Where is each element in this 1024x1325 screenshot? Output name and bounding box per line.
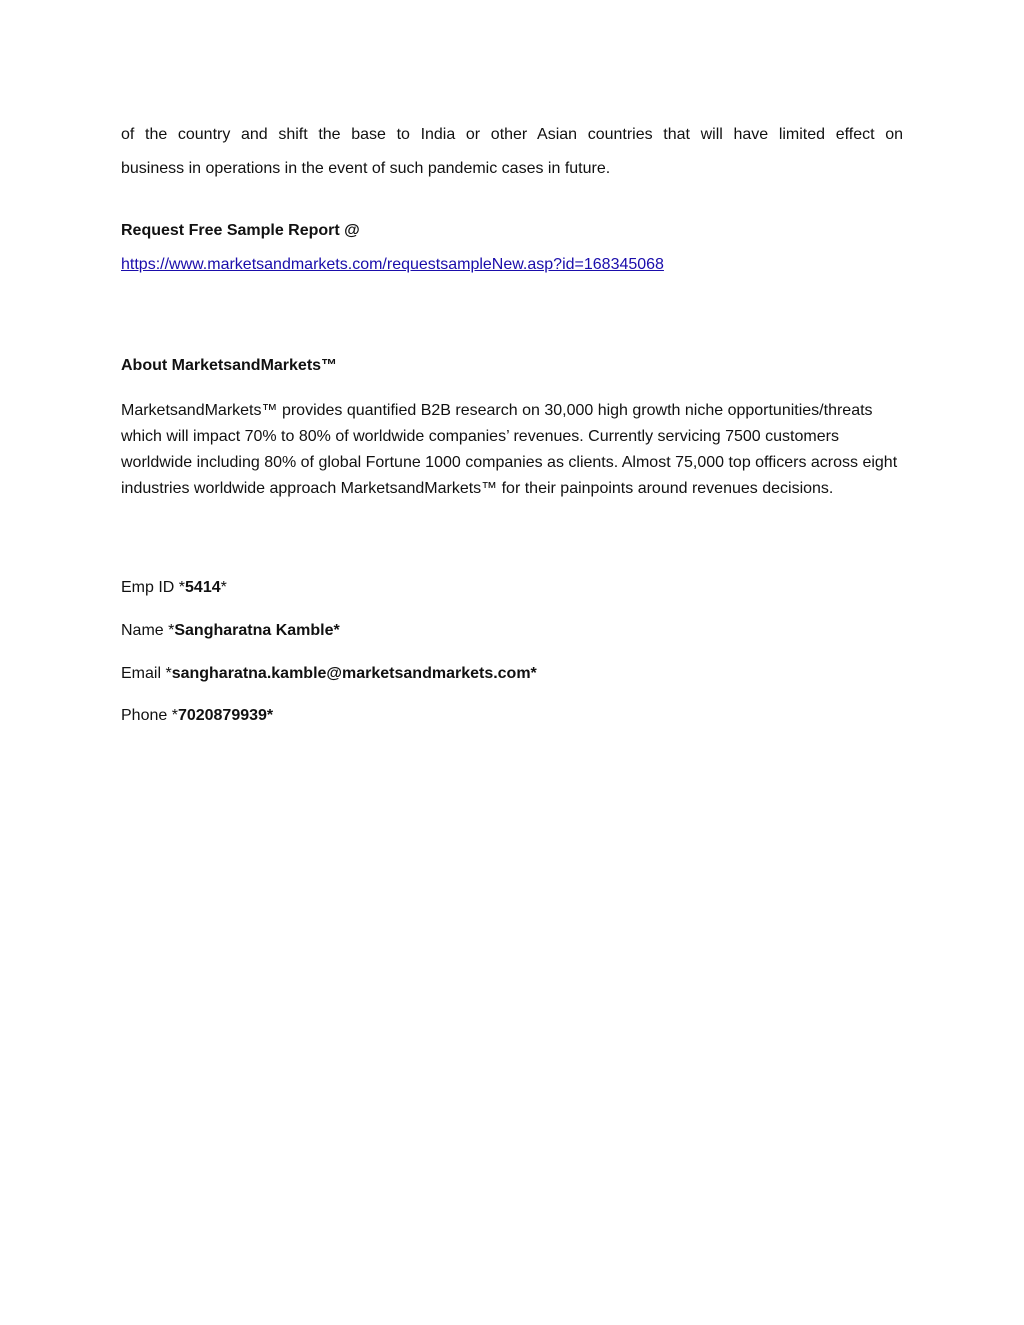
phone-label: Phone *: [121, 707, 178, 724]
phone-value: 7020879939*: [177, 707, 274, 724]
name-value: Sangharatna Kamble*: [174, 622, 340, 639]
name-line: [121, 622, 340, 640]
request-sample-label: Request Free Sample Report @: [121, 222, 360, 239]
emp-id-value: 5414: [185, 579, 221, 596]
emp-id-label: Emp ID *: [121, 579, 186, 596]
phone-line: [121, 707, 273, 725]
request-sample-link[interactable]: https://www.marketsandmarkets.com/requestsampleNew.asp?id=168345068: [121, 256, 664, 273]
intro-paragraph: [121, 118, 903, 186]
email-value: sangharatna.kamble@marketsandmarkets.com*: [171, 665, 537, 682]
name-label: Name *: [121, 622, 175, 639]
about-heading: About MarketsandMarkets™: [121, 357, 338, 374]
emp-id-line: [121, 579, 227, 597]
email-label: Email *: [121, 665, 172, 682]
emp-id-suffix: *: [220, 579, 227, 596]
intro-line-1: of the country and shift the base to India or other Asian countries that will have limited effect on: [121, 126, 903, 143]
intro-line-2: business in operations in the event of such pandemic cases in future.: [121, 160, 611, 177]
about-paragraph: MarketsandMarkets™ provides quantified B2B research on 30,000 high growth niche opportunities/threats which will impact 70% to 80% of worldwide companies’ revenues. Currently servicing 7500 customers worldwide including 80% of global Fortune 1000 companies as clients. Almost 75,000 top officers across eight industries worldwide approach MarketsandMarkets™ for their painpoints around revenues decisions.: [121, 402, 898, 497]
email-line: [121, 665, 537, 683]
